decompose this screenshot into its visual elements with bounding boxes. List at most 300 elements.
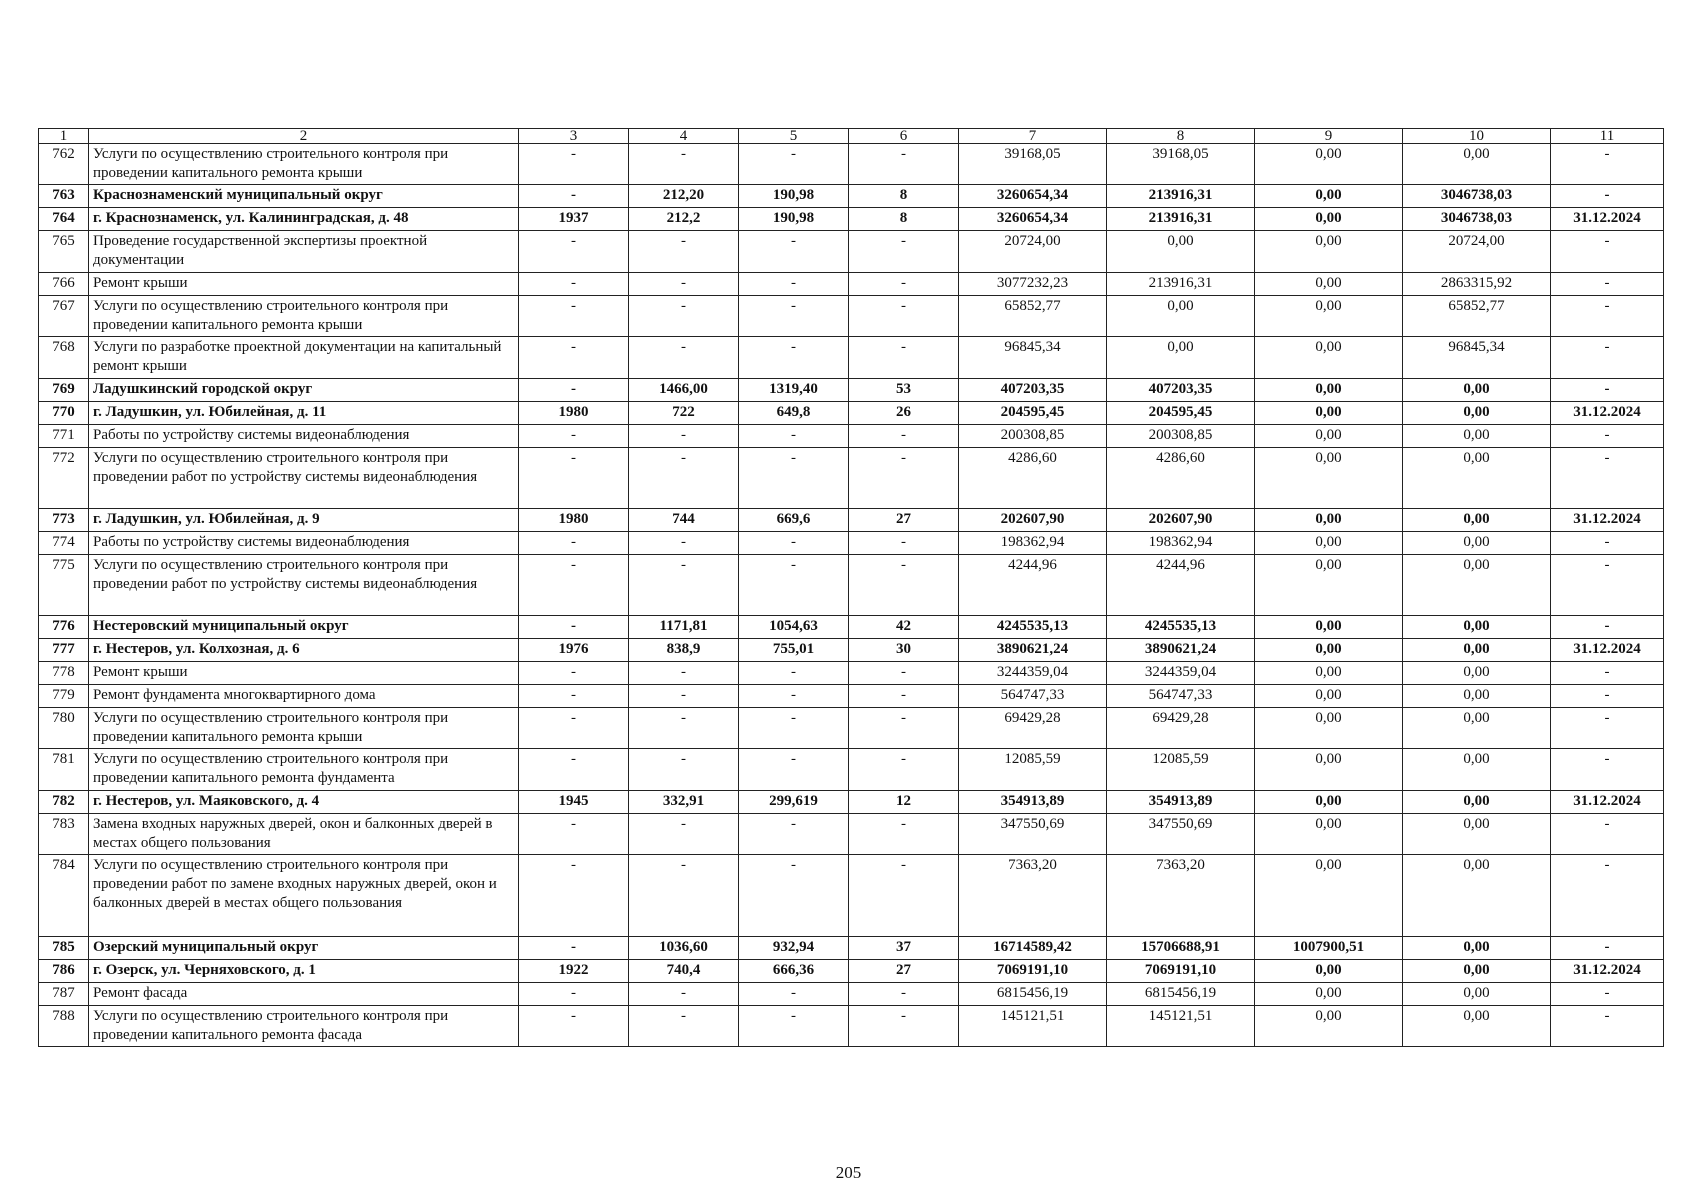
item-name-cell: Услуги по осуществлению строительного контроля при проведении работ по устройству системы видеонаблюдения bbox=[89, 448, 519, 509]
cost-budget-cell: 0,00 bbox=[1255, 814, 1403, 855]
area-living-cell: - bbox=[739, 231, 849, 273]
item-name-cell: г. Нестеров, ул. Маяковского, д. 4 bbox=[89, 791, 519, 814]
area-living-cell: - bbox=[739, 749, 849, 791]
row-number-cell: 779 bbox=[39, 685, 89, 708]
area-total-cell: - bbox=[629, 144, 739, 185]
table-row bbox=[39, 708, 1664, 749]
area-total-cell: - bbox=[629, 1006, 739, 1047]
item-name-cell: г. Ладушкин, ул. Юбилейная, д. 11 bbox=[89, 402, 519, 425]
column-number-header-row bbox=[39, 129, 1664, 144]
year-cell: - bbox=[519, 1006, 629, 1047]
cost-total-cell: 3244359,04 bbox=[959, 662, 1107, 685]
cost-owners-cell: 0,00 bbox=[1403, 814, 1551, 855]
page-number: 205 bbox=[835, 1163, 862, 1182]
table-row bbox=[39, 616, 1664, 639]
row-number-cell: 786 bbox=[39, 960, 89, 983]
year-cell: - bbox=[519, 185, 629, 208]
cost-fund-cell: 0,00 bbox=[1107, 231, 1255, 273]
year-cell: 1945 bbox=[519, 791, 629, 814]
cost-fund-cell: 4244,96 bbox=[1107, 555, 1255, 616]
cost-budget-cell: 0,00 bbox=[1255, 1006, 1403, 1047]
table-row bbox=[39, 448, 1664, 509]
year-cell: 1980 bbox=[519, 402, 629, 425]
area-total-cell: 744 bbox=[629, 509, 739, 532]
table-row bbox=[39, 208, 1664, 231]
table-row bbox=[39, 855, 1664, 937]
area-living-cell: - bbox=[739, 555, 849, 616]
completion-date-cell: - bbox=[1551, 662, 1664, 685]
cost-total-cell: 16714589,42 bbox=[959, 937, 1107, 960]
cost-fund-cell: 347550,69 bbox=[1107, 814, 1255, 855]
year-cell: - bbox=[519, 983, 629, 1006]
cost-owners-cell: 0,00 bbox=[1403, 791, 1551, 814]
cost-budget-cell: 0,00 bbox=[1255, 379, 1403, 402]
residents-cell: - bbox=[849, 448, 959, 509]
cost-total-cell: 20724,00 bbox=[959, 231, 1107, 273]
year-cell: - bbox=[519, 616, 629, 639]
area-total-cell: 722 bbox=[629, 402, 739, 425]
row-number-cell: 767 bbox=[39, 296, 89, 337]
completion-date-cell: - bbox=[1551, 1006, 1664, 1047]
cost-fund-cell: 564747,33 bbox=[1107, 685, 1255, 708]
table-row bbox=[39, 337, 1664, 379]
year-cell: - bbox=[519, 296, 629, 337]
residents-cell: - bbox=[849, 662, 959, 685]
area-living-cell: 1054,63 bbox=[739, 616, 849, 639]
table-row bbox=[39, 231, 1664, 273]
item-name-cell: Услуги по осуществлению строительного контроля при проведении капитального ремонта крыши bbox=[89, 708, 519, 749]
item-name-cell: г. Нестеров, ул. Колхозная, д. 6 bbox=[89, 639, 519, 662]
cost-budget-cell: 0,00 bbox=[1255, 273, 1403, 296]
item-name-cell: Услуги по осуществлению строительного контроля при проведении капитального ремонта фундамента bbox=[89, 749, 519, 791]
cost-total-cell: 7069191,10 bbox=[959, 960, 1107, 983]
cost-budget-cell: 0,00 bbox=[1255, 144, 1403, 185]
table-row bbox=[39, 639, 1664, 662]
cost-total-cell: 145121,51 bbox=[959, 1006, 1107, 1047]
cost-budget-cell: 0,00 bbox=[1255, 662, 1403, 685]
cost-budget-cell: 0,00 bbox=[1255, 208, 1403, 231]
column-header-11: 11 bbox=[1551, 129, 1664, 144]
residents-cell: - bbox=[849, 532, 959, 555]
item-name-cell: Услуги по разработке проектной документации на капитальный ремонт крыши bbox=[89, 337, 519, 379]
year-cell: 1922 bbox=[519, 960, 629, 983]
cost-owners-cell: 0,00 bbox=[1403, 509, 1551, 532]
column-header-1: 1 bbox=[39, 129, 89, 144]
cost-budget-cell: 0,00 bbox=[1255, 231, 1403, 273]
year-cell: - bbox=[519, 273, 629, 296]
year-cell: - bbox=[519, 708, 629, 749]
area-living-cell: 190,98 bbox=[739, 185, 849, 208]
row-number-cell: 785 bbox=[39, 937, 89, 960]
residents-cell: 26 bbox=[849, 402, 959, 425]
cost-fund-cell: 202607,90 bbox=[1107, 509, 1255, 532]
residents-cell: 27 bbox=[849, 960, 959, 983]
item-name-cell: г. Краснознаменск, ул. Калининградская, д. 48 bbox=[89, 208, 519, 231]
residents-cell: - bbox=[849, 749, 959, 791]
cost-total-cell: 204595,45 bbox=[959, 402, 1107, 425]
row-number-cell: 778 bbox=[39, 662, 89, 685]
year-cell: - bbox=[519, 814, 629, 855]
area-total-cell: 838,9 bbox=[629, 639, 739, 662]
row-number-cell: 787 bbox=[39, 983, 89, 1006]
year-cell: 1980 bbox=[519, 509, 629, 532]
table-row bbox=[39, 983, 1664, 1006]
row-number-cell: 766 bbox=[39, 273, 89, 296]
residents-cell: 8 bbox=[849, 208, 959, 231]
table-row bbox=[39, 532, 1664, 555]
table-row bbox=[39, 685, 1664, 708]
cost-fund-cell: 7363,20 bbox=[1107, 855, 1255, 937]
area-total-cell: - bbox=[629, 708, 739, 749]
cost-budget-cell: 0,00 bbox=[1255, 791, 1403, 814]
area-total-cell: 332,91 bbox=[629, 791, 739, 814]
area-living-cell: - bbox=[739, 448, 849, 509]
area-total-cell: - bbox=[629, 662, 739, 685]
year-cell: - bbox=[519, 231, 629, 273]
area-living-cell: - bbox=[739, 1006, 849, 1047]
residents-cell: - bbox=[849, 1006, 959, 1047]
residents-cell: - bbox=[849, 855, 959, 937]
cost-owners-cell: 0,00 bbox=[1403, 855, 1551, 937]
area-total-cell: 1171,81 bbox=[629, 616, 739, 639]
cost-total-cell: 3260654,34 bbox=[959, 185, 1107, 208]
area-living-cell: - bbox=[739, 662, 849, 685]
area-living-cell: 299,619 bbox=[739, 791, 849, 814]
row-number-cell: 772 bbox=[39, 448, 89, 509]
area-living-cell: 755,01 bbox=[739, 639, 849, 662]
table-row bbox=[39, 937, 1664, 960]
cost-fund-cell: 213916,31 bbox=[1107, 208, 1255, 231]
cost-owners-cell: 0,00 bbox=[1403, 448, 1551, 509]
cost-total-cell: 39168,05 bbox=[959, 144, 1107, 185]
cost-total-cell: 354913,89 bbox=[959, 791, 1107, 814]
row-number-cell: 773 bbox=[39, 509, 89, 532]
residents-cell: - bbox=[849, 296, 959, 337]
cost-total-cell: 3260654,34 bbox=[959, 208, 1107, 231]
area-living-cell: 669,6 bbox=[739, 509, 849, 532]
cost-budget-cell: 0,00 bbox=[1255, 639, 1403, 662]
residents-cell: 42 bbox=[849, 616, 959, 639]
item-name-cell: Услуги по осуществлению строительного контроля при проведении капитального ремонта фасада bbox=[89, 1006, 519, 1047]
item-name-cell: Озерский муниципальный округ bbox=[89, 937, 519, 960]
area-living-cell: - bbox=[739, 296, 849, 337]
residents-cell: - bbox=[849, 708, 959, 749]
cost-fund-cell: 0,00 bbox=[1107, 337, 1255, 379]
area-living-cell: - bbox=[739, 144, 849, 185]
area-living-cell: 932,94 bbox=[739, 937, 849, 960]
table-row bbox=[39, 509, 1664, 532]
year-cell: - bbox=[519, 662, 629, 685]
residents-cell: 37 bbox=[849, 937, 959, 960]
item-name-cell: Ладушкинский городской округ bbox=[89, 379, 519, 402]
row-number-cell: 765 bbox=[39, 231, 89, 273]
year-cell: 1976 bbox=[519, 639, 629, 662]
table-row bbox=[39, 296, 1664, 337]
column-header-4: 4 bbox=[629, 129, 739, 144]
column-header-3: 3 bbox=[519, 129, 629, 144]
year-cell: - bbox=[519, 448, 629, 509]
residents-cell: - bbox=[849, 337, 959, 379]
cost-budget-cell: 0,00 bbox=[1255, 749, 1403, 791]
item-name-cell: Нестеровский муниципальный округ bbox=[89, 616, 519, 639]
cost-budget-cell: 0,00 bbox=[1255, 983, 1403, 1006]
cost-total-cell: 198362,94 bbox=[959, 532, 1107, 555]
row-number-cell: 781 bbox=[39, 749, 89, 791]
year-cell: - bbox=[519, 855, 629, 937]
cost-fund-cell: 0,00 bbox=[1107, 296, 1255, 337]
area-total-cell: - bbox=[629, 555, 739, 616]
column-header-5: 5 bbox=[739, 129, 849, 144]
completion-date-cell: - bbox=[1551, 448, 1664, 509]
cost-budget-cell: 0,00 bbox=[1255, 425, 1403, 448]
row-number-cell: 780 bbox=[39, 708, 89, 749]
item-name-cell: Ремонт крыши bbox=[89, 662, 519, 685]
table-row bbox=[39, 144, 1664, 185]
area-living-cell: - bbox=[739, 425, 849, 448]
cost-owners-cell: 0,00 bbox=[1403, 639, 1551, 662]
area-total-cell: 212,20 bbox=[629, 185, 739, 208]
completion-date-cell: 31.12.2024 bbox=[1551, 639, 1664, 662]
cost-owners-cell: 0,00 bbox=[1403, 937, 1551, 960]
cost-budget-cell: 0,00 bbox=[1255, 855, 1403, 937]
cost-owners-cell: 0,00 bbox=[1403, 1006, 1551, 1047]
cost-owners-cell: 0,00 bbox=[1403, 144, 1551, 185]
area-living-cell: - bbox=[739, 708, 849, 749]
cost-budget-cell: 0,00 bbox=[1255, 185, 1403, 208]
row-number-cell: 788 bbox=[39, 1006, 89, 1047]
item-name-cell: Замена входных наружных дверей, окон и балконных дверей в местах общего пользования bbox=[89, 814, 519, 855]
completion-date-cell: - bbox=[1551, 749, 1664, 791]
row-number-cell: 769 bbox=[39, 379, 89, 402]
item-name-cell: г. Озерск, ул. Черняховского, д. 1 bbox=[89, 960, 519, 983]
area-total-cell: - bbox=[629, 425, 739, 448]
row-number-cell: 763 bbox=[39, 185, 89, 208]
completion-date-cell: - bbox=[1551, 983, 1664, 1006]
item-name-cell: Услуги по осуществлению строительного контроля при проведении капитального ремонта крыши bbox=[89, 296, 519, 337]
cost-fund-cell: 3244359,04 bbox=[1107, 662, 1255, 685]
cost-total-cell: 96845,34 bbox=[959, 337, 1107, 379]
residents-cell: 30 bbox=[849, 639, 959, 662]
cost-budget-cell: 0,00 bbox=[1255, 337, 1403, 379]
cost-fund-cell: 12085,59 bbox=[1107, 749, 1255, 791]
residents-cell: - bbox=[849, 685, 959, 708]
cost-owners-cell: 0,00 bbox=[1403, 379, 1551, 402]
area-total-cell: - bbox=[629, 685, 739, 708]
cost-owners-cell: 3046738,03 bbox=[1403, 208, 1551, 231]
table-row bbox=[39, 960, 1664, 983]
completion-date-cell: - bbox=[1551, 532, 1664, 555]
completion-date-cell: 31.12.2024 bbox=[1551, 960, 1664, 983]
row-number-cell: 782 bbox=[39, 791, 89, 814]
table-row bbox=[39, 379, 1664, 402]
item-name-cell: г. Ладушкин, ул. Юбилейная, д. 9 bbox=[89, 509, 519, 532]
completion-date-cell: - bbox=[1551, 337, 1664, 379]
completion-date-cell: - bbox=[1551, 273, 1664, 296]
cost-total-cell: 7363,20 bbox=[959, 855, 1107, 937]
cost-fund-cell: 407203,35 bbox=[1107, 379, 1255, 402]
cost-fund-cell: 198362,94 bbox=[1107, 532, 1255, 555]
completion-date-cell: 31.12.2024 bbox=[1551, 509, 1664, 532]
cost-total-cell: 4245535,13 bbox=[959, 616, 1107, 639]
area-living-cell: 190,98 bbox=[739, 208, 849, 231]
cost-budget-cell: 0,00 bbox=[1255, 402, 1403, 425]
cost-fund-cell: 3890621,24 bbox=[1107, 639, 1255, 662]
year-cell: - bbox=[519, 337, 629, 379]
cost-owners-cell: 0,00 bbox=[1403, 983, 1551, 1006]
row-number-cell: 784 bbox=[39, 855, 89, 937]
cost-total-cell: 3077232,23 bbox=[959, 273, 1107, 296]
table-row bbox=[39, 273, 1664, 296]
area-total-cell: - bbox=[629, 337, 739, 379]
cost-total-cell: 3890621,24 bbox=[959, 639, 1107, 662]
cost-owners-cell: 0,00 bbox=[1403, 662, 1551, 685]
area-total-cell: - bbox=[629, 532, 739, 555]
residents-cell: 8 bbox=[849, 185, 959, 208]
table-body bbox=[39, 129, 1664, 1047]
completion-date-cell: 31.12.2024 bbox=[1551, 402, 1664, 425]
cost-total-cell: 347550,69 bbox=[959, 814, 1107, 855]
table-row bbox=[39, 749, 1664, 791]
item-name-cell: Работы по устройству системы видеонаблюдения bbox=[89, 425, 519, 448]
completion-date-cell: 31.12.2024 bbox=[1551, 208, 1664, 231]
cost-fund-cell: 6815456,19 bbox=[1107, 983, 1255, 1006]
area-living-cell: - bbox=[739, 273, 849, 296]
item-name-cell: Услуги по осуществлению строительного контроля при проведении работ по замене входных наружных дверей, окон и балконных дверей в местах общего пользования bbox=[89, 855, 519, 937]
column-header-7: 7 bbox=[959, 129, 1107, 144]
cost-fund-cell: 204595,45 bbox=[1107, 402, 1255, 425]
completion-date-cell: - bbox=[1551, 144, 1664, 185]
residents-cell: - bbox=[849, 814, 959, 855]
cost-fund-cell: 4286,60 bbox=[1107, 448, 1255, 509]
area-total-cell: - bbox=[629, 273, 739, 296]
cost-total-cell: 200308,85 bbox=[959, 425, 1107, 448]
year-cell: - bbox=[519, 425, 629, 448]
cost-owners-cell: 20724,00 bbox=[1403, 231, 1551, 273]
table-row bbox=[39, 402, 1664, 425]
area-total-cell: - bbox=[629, 814, 739, 855]
cost-budget-cell: 0,00 bbox=[1255, 616, 1403, 639]
cost-owners-cell: 0,00 bbox=[1403, 402, 1551, 425]
area-total-cell: - bbox=[629, 749, 739, 791]
cost-owners-cell: 0,00 bbox=[1403, 708, 1551, 749]
residents-cell: - bbox=[849, 273, 959, 296]
completion-date-cell: - bbox=[1551, 296, 1664, 337]
year-cell: - bbox=[519, 379, 629, 402]
cost-total-cell: 65852,77 bbox=[959, 296, 1107, 337]
area-living-cell: 666,36 bbox=[739, 960, 849, 983]
year-cell: - bbox=[519, 144, 629, 185]
residents-cell: 12 bbox=[849, 791, 959, 814]
row-number-cell: 762 bbox=[39, 144, 89, 185]
cost-budget-cell: 1007900,51 bbox=[1255, 937, 1403, 960]
cost-fund-cell: 15706688,91 bbox=[1107, 937, 1255, 960]
area-total-cell: - bbox=[629, 448, 739, 509]
area-living-cell: 649,8 bbox=[739, 402, 849, 425]
cost-fund-cell: 7069191,10 bbox=[1107, 960, 1255, 983]
residents-cell: 53 bbox=[849, 379, 959, 402]
area-total-cell: - bbox=[629, 983, 739, 1006]
residents-cell: - bbox=[849, 231, 959, 273]
item-name-cell: Проведение государственной экспертизы проектной документации bbox=[89, 231, 519, 273]
cost-budget-cell: 0,00 bbox=[1255, 509, 1403, 532]
area-total-cell: - bbox=[629, 296, 739, 337]
capital-repair-table bbox=[38, 128, 1664, 1047]
item-name-cell: Краснознаменский муниципальный округ bbox=[89, 185, 519, 208]
column-header-9: 9 bbox=[1255, 129, 1403, 144]
completion-date-cell: - bbox=[1551, 379, 1664, 402]
table-row bbox=[39, 791, 1664, 814]
cost-owners-cell: 0,00 bbox=[1403, 685, 1551, 708]
row-number-cell: 776 bbox=[39, 616, 89, 639]
area-living-cell: 1319,40 bbox=[739, 379, 849, 402]
cost-total-cell: 6815456,19 bbox=[959, 983, 1107, 1006]
item-name-cell: Ремонт фундамента многоквартирного дома bbox=[89, 685, 519, 708]
residents-cell: 27 bbox=[849, 509, 959, 532]
cost-budget-cell: 0,00 bbox=[1255, 296, 1403, 337]
cost-fund-cell: 69429,28 bbox=[1107, 708, 1255, 749]
residents-cell: - bbox=[849, 144, 959, 185]
cost-total-cell: 564747,33 bbox=[959, 685, 1107, 708]
item-name-cell: Ремонт крыши bbox=[89, 273, 519, 296]
completion-date-cell: - bbox=[1551, 814, 1664, 855]
row-number-cell: 764 bbox=[39, 208, 89, 231]
area-total-cell: 1466,00 bbox=[629, 379, 739, 402]
row-number-cell: 770 bbox=[39, 402, 89, 425]
cost-budget-cell: 0,00 bbox=[1255, 960, 1403, 983]
completion-date-cell: - bbox=[1551, 555, 1664, 616]
cost-fund-cell: 4245535,13 bbox=[1107, 616, 1255, 639]
area-total-cell: 212,2 bbox=[629, 208, 739, 231]
cost-total-cell: 12085,59 bbox=[959, 749, 1107, 791]
cost-fund-cell: 145121,51 bbox=[1107, 1006, 1255, 1047]
completion-date-cell: - bbox=[1551, 937, 1664, 960]
residents-cell: - bbox=[849, 555, 959, 616]
completion-date-cell: 31.12.2024 bbox=[1551, 791, 1664, 814]
area-total-cell: - bbox=[629, 855, 739, 937]
year-cell: - bbox=[519, 685, 629, 708]
cost-budget-cell: 0,00 bbox=[1255, 555, 1403, 616]
area-total-cell: - bbox=[629, 231, 739, 273]
row-number-cell: 768 bbox=[39, 337, 89, 379]
completion-date-cell: - bbox=[1551, 425, 1664, 448]
cost-total-cell: 4286,60 bbox=[959, 448, 1107, 509]
cost-owners-cell: 3046738,03 bbox=[1403, 185, 1551, 208]
cost-budget-cell: 0,00 bbox=[1255, 448, 1403, 509]
completion-date-cell: - bbox=[1551, 616, 1664, 639]
area-living-cell: - bbox=[739, 532, 849, 555]
year-cell: - bbox=[519, 937, 629, 960]
area-total-cell: 1036,60 bbox=[629, 937, 739, 960]
item-name-cell: Ремонт фасада bbox=[89, 983, 519, 1006]
cost-total-cell: 4244,96 bbox=[959, 555, 1107, 616]
residents-cell: - bbox=[849, 425, 959, 448]
completion-date-cell: - bbox=[1551, 185, 1664, 208]
year-cell: - bbox=[519, 532, 629, 555]
cost-owners-cell: 0,00 bbox=[1403, 960, 1551, 983]
cost-owners-cell: 0,00 bbox=[1403, 532, 1551, 555]
row-number-cell: 783 bbox=[39, 814, 89, 855]
area-living-cell: - bbox=[739, 337, 849, 379]
cost-owners-cell: 2863315,92 bbox=[1403, 273, 1551, 296]
year-cell: 1937 bbox=[519, 208, 629, 231]
table-row bbox=[39, 1006, 1664, 1047]
cost-total-cell: 407203,35 bbox=[959, 379, 1107, 402]
table-row bbox=[39, 185, 1664, 208]
area-living-cell: - bbox=[739, 685, 849, 708]
area-total-cell: 740,4 bbox=[629, 960, 739, 983]
column-header-10: 10 bbox=[1403, 129, 1551, 144]
completion-date-cell: - bbox=[1551, 231, 1664, 273]
